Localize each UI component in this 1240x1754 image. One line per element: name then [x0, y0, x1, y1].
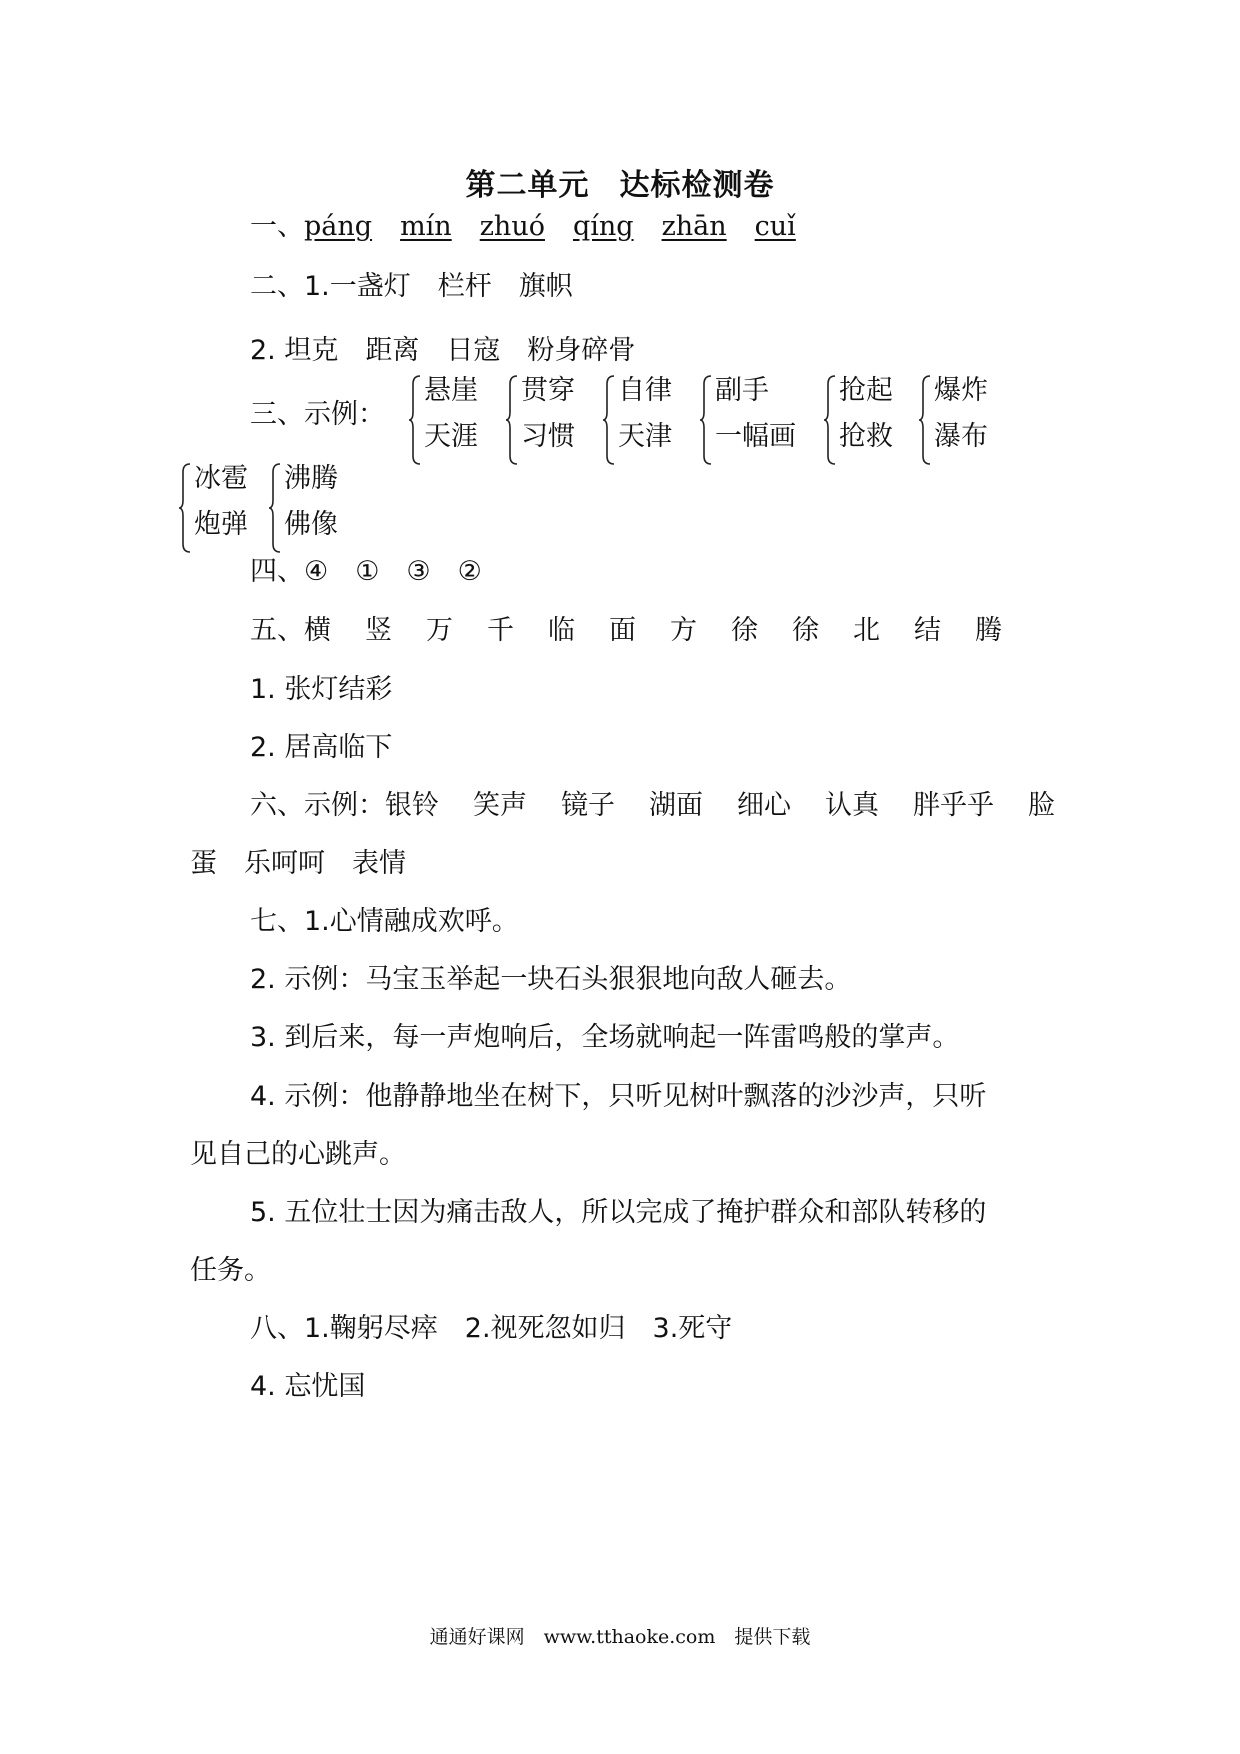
title-name: 达标检测卷 [619, 168, 775, 203]
pinyin-1: páng [304, 211, 373, 242]
brace-icon [918, 374, 932, 466]
section-6-word: 镜子 [561, 790, 615, 821]
word-pair-bottom: 习惯 [521, 421, 575, 452]
section-1 [250, 210, 824, 244]
section-5-label: 五、 [250, 615, 304, 646]
word-pair-top: 沸腾 [284, 463, 338, 494]
pinyin-list [304, 211, 824, 242]
section-6-label: 六、示例： [250, 790, 385, 821]
section-6 [250, 789, 1089, 823]
pinyin-5: zhān [661, 211, 727, 242]
section-5-char: 徐 [731, 615, 758, 646]
section-5-char: 横 [304, 615, 331, 646]
pinyin-3: zhuó [479, 211, 545, 242]
word-pair-bottom: 抢救 [839, 421, 893, 452]
section-4: 四、④ ① ③ ② [250, 556, 482, 587]
brace-icon [699, 374, 713, 466]
brace-icon [268, 462, 282, 554]
word-pair-top: 副手 [715, 375, 769, 406]
section-5-char: 结 [914, 615, 941, 646]
word-pair-bottom: 天涯 [424, 421, 478, 452]
section-5-chars [304, 615, 1036, 646]
footer-credit: 通通好课网 www.tthaoke.com 提供下载 [429, 1626, 811, 1648]
section-6-word: 认真 [825, 790, 879, 821]
pinyin-6: cuǐ [754, 211, 796, 242]
section-5-char: 方 [670, 615, 697, 646]
word-pair-bottom: 一幅画 [715, 421, 796, 452]
title-unit: 第二单元 [465, 168, 590, 203]
section-5-char: 徐 [792, 615, 819, 646]
word-pair-bottom: 炮弹 [194, 509, 248, 540]
section-7-line-5a: 5. 五位壮士因为痛击敌人，所以完成了掩护群众和部队转移的 [250, 1197, 987, 1228]
section-5-char: 竖 [365, 615, 392, 646]
section-1-label: 一、 [250, 211, 304, 242]
section-6-words [385, 790, 1089, 821]
section-7-line-2: 2. 示例：马宝玉举起一块石头狠狠地向敌人砸去。 [250, 964, 852, 995]
word-pair-bottom: 天津 [618, 421, 672, 452]
section-6-word: 脸 [1028, 790, 1055, 821]
section-2-line-2: 2. 坦克 距离 日寇 粉身碎骨 [250, 335, 636, 366]
word-pair-bottom: 瀑布 [934, 421, 988, 452]
section-6-word: 细心 [737, 790, 791, 821]
word-pair-bottom: 佛像 [284, 509, 338, 540]
section-5-char: 面 [609, 615, 636, 646]
word-pair-top: 悬崖 [424, 375, 478, 406]
brace-icon [505, 374, 519, 466]
page-title [0, 160, 1240, 204]
section-6-word: 银铃 [385, 790, 439, 821]
section-6-continued: 蛋 乐呵呵 表情 [190, 848, 406, 879]
section-5-char: 万 [426, 615, 453, 646]
word-pair-top: 爆炸 [934, 375, 988, 406]
section-6-word: 笑声 [473, 790, 527, 821]
word-pair-top: 抢起 [839, 375, 893, 406]
section-5-char: 北 [853, 615, 880, 646]
word-pair-top: 贯穿 [521, 375, 575, 406]
word-pair-top: 冰雹 [194, 463, 248, 494]
section-7-line-4a: 4. 示例：他静静地坐在树下，只听见树叶飘落的沙沙声，只听 [250, 1081, 987, 1112]
pinyin-2: mín [400, 211, 452, 242]
section-5-line-2: 2. 居高临下 [250, 732, 393, 763]
section-5 [250, 614, 1036, 648]
pinyin-4: qíng [572, 211, 634, 242]
section-7-line-4b: 见自己的心跳声。 [190, 1139, 406, 1170]
section-7-line-1: 七、1.心情融成欢呼。 [250, 906, 519, 937]
section-8-line-2: 4. 忘忧国 [250, 1371, 366, 1402]
section-6-word: 湖面 [649, 790, 703, 821]
section-2-line-1: 二、1.一盏灯 栏杆 旗帜 [250, 271, 573, 302]
brace-icon [602, 374, 616, 466]
section-7-line-3: 3. 到后来，每一声炮响后，全场就响起一阵雷鸣般的掌声。 [250, 1022, 960, 1053]
brace-icon [178, 462, 192, 554]
word-pair-top: 自律 [618, 375, 672, 406]
section-6-word: 胖乎乎 [913, 790, 994, 821]
section-3-label: 三、示例： [250, 399, 385, 430]
section-5-char: 千 [487, 615, 514, 646]
section-5-char: 腾 [975, 615, 1002, 646]
brace-icon [823, 374, 837, 466]
section-8-line-1: 八、1.鞠躬尽瘁 2.视死忽如归 3.死守 [250, 1313, 733, 1344]
section-5-char: 临 [548, 615, 575, 646]
brace-icon [408, 374, 422, 466]
section-5-line-1: 1. 张灯结彩 [250, 674, 393, 705]
section-7-line-5b: 任务。 [190, 1255, 271, 1286]
